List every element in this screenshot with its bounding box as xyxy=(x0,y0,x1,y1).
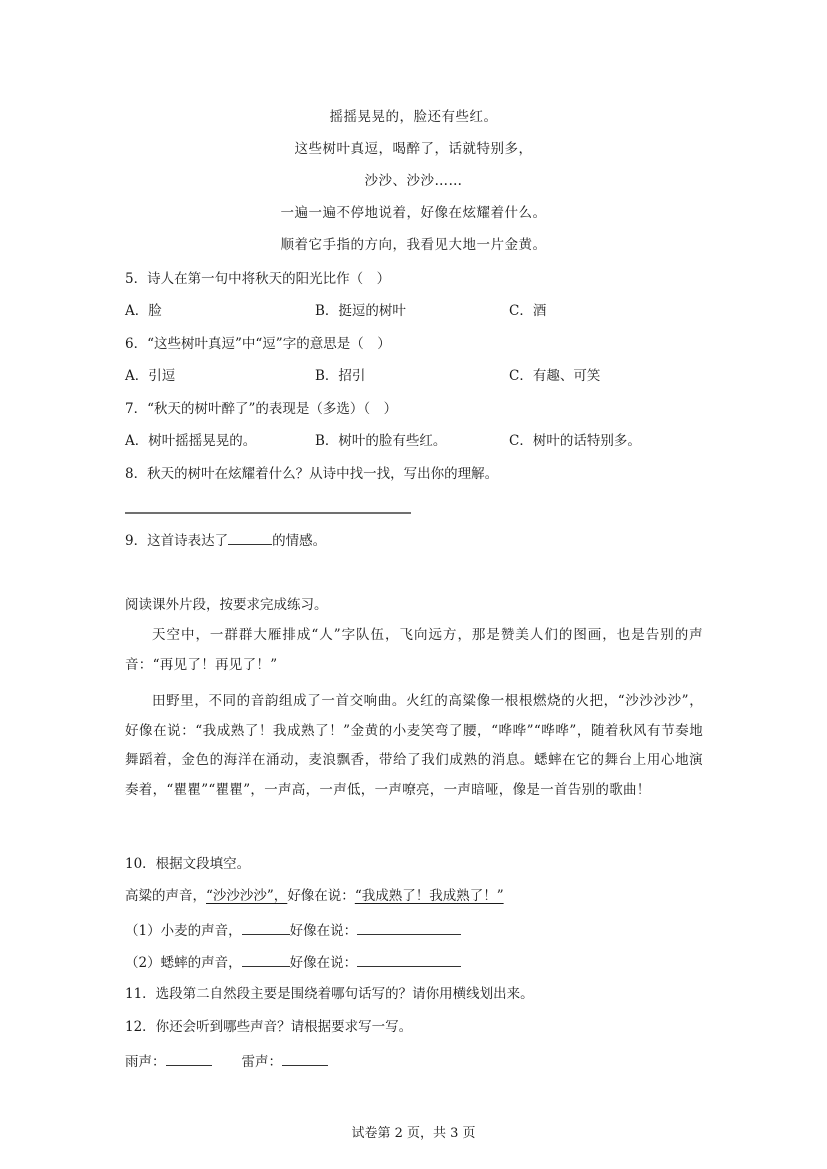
question-10: 10．根据文段填空。 xyxy=(125,856,251,872)
q5-option-b[interactable]: B．挺逗的树叶 xyxy=(315,303,406,319)
q12-rain-blank[interactable] xyxy=(166,1051,212,1066)
reading-paragraph-2: 田野里，不同的音韵组成了一首交响曲。火红的高粱像一根根燃烧的火把，“沙沙沙沙”，好像在说：“我成熟了！我成熟了！”金黄的小麦笑弯了腰，“哗哗”“哗哗”，随着秋风有节奏地舞蹈着，金色的海洋在涌动，麦浪飘香，带给了我们成熟的消息。蟋蟀在它的舞台上用心地演奏着，“瞿瞿”“瞿瞿”，一声高，一声低，一声嘹亮，一声暗哑，像是一首告别的歌曲！ xyxy=(125,693,703,798)
q10-item-1-speech-blank[interactable] xyxy=(357,920,461,935)
q5-option-a[interactable]: A．脸 xyxy=(125,303,162,319)
question-7: 7．“秋天的树叶醉了”的表现是（多选）（ ） xyxy=(125,401,398,417)
q10-item-1-middle: 好像在说： xyxy=(289,923,358,939)
q12-rain-label: 雨声： xyxy=(125,1054,166,1070)
question-9 xyxy=(125,530,326,550)
q10-item-1-prefix: （1）小麦的声音， xyxy=(125,923,242,939)
reading-instruction: 阅读课外片段，按要求完成练习。 xyxy=(125,597,328,613)
q10-item-1 xyxy=(125,920,461,940)
poem-line: 摇摇晃晃的，脸还有些红。 xyxy=(329,109,498,125)
q6-option-c[interactable]: C．有趣、可笑 xyxy=(509,368,601,384)
question-11: 11．选段第二自然段主要是围绕着哪句话写的？请你用横线划出来。 xyxy=(125,986,534,1002)
page-footer: 试卷第 2 页，共 3 页 xyxy=(351,1126,476,1141)
question-5: 5．诗人在第一句中将秋天的阳光比作（ ） xyxy=(125,271,391,287)
q12-thunder-blank[interactable] xyxy=(282,1051,328,1066)
q8-answer-line[interactable] xyxy=(125,512,411,514)
q5-option-c[interactable]: C．酒 xyxy=(509,303,547,319)
q6-option-a[interactable]: A．引逗 xyxy=(125,368,176,384)
q10-item-2-prefix: （2）蟋蟀的声音， xyxy=(125,955,242,971)
question-8: 8．秋天的树叶在炫耀着什么？从诗中找一找，写出你的理解。 xyxy=(125,466,499,482)
q7-option-b[interactable]: B．树叶的脸有些红。 xyxy=(315,433,447,449)
q10-example-sound: “沙沙沙沙”， xyxy=(206,888,288,904)
poem-line: 顺着它手指的方向，我看见大地一片金黄。 xyxy=(280,237,547,253)
q10-example-speech: “我成熟了！我成熟了！” xyxy=(354,888,504,904)
q10-example-middle: 好像在说： xyxy=(287,888,355,904)
poem-line: 沙沙、沙沙…… xyxy=(364,173,463,189)
q10-item-2-middle: 好像在说： xyxy=(289,955,358,971)
q7-option-c[interactable]: C．树叶的话特别多。 xyxy=(509,433,641,449)
question-12: 12．你还会听到哪些声音？请根据要求写一写。 xyxy=(125,1019,413,1035)
poem-line: 这些树叶真逗，喝醉了，话就特别多， xyxy=(294,141,533,157)
reading-paragraph-1: 天空中，一群群大雁排成“人”字队伍，飞向远方，那是赞美人们的图画，也是告别的声音：“再见了！再见了！” xyxy=(125,627,703,673)
q10-item-1-sound-blank[interactable] xyxy=(242,920,290,935)
q9-answer-blank[interactable] xyxy=(228,530,272,545)
q10-item-2 xyxy=(125,952,461,972)
q12-thunder-label: 雷声： xyxy=(241,1054,282,1070)
q10-item-2-speech-blank[interactable] xyxy=(357,952,461,967)
q10-example-prefix: 高粱的声音， xyxy=(125,888,206,904)
q9-prefix: 9．这首诗表达了 xyxy=(125,533,229,549)
q9-suffix: 的情感。 xyxy=(272,533,327,549)
q7-option-a[interactable]: A．树叶摇摇晃晃的。 xyxy=(125,433,257,449)
question-6: 6．“这些树叶真逗”中“逗”字的意思是（ ） xyxy=(125,336,391,352)
poem-line: 一遍一遍不停地说着，好像在炫耀着什么。 xyxy=(280,205,547,221)
q10-item-2-sound-blank[interactable] xyxy=(242,952,290,967)
q6-option-b[interactable]: B．招引 xyxy=(315,368,366,384)
q10-example xyxy=(125,887,504,905)
q12-answers xyxy=(125,1051,328,1071)
